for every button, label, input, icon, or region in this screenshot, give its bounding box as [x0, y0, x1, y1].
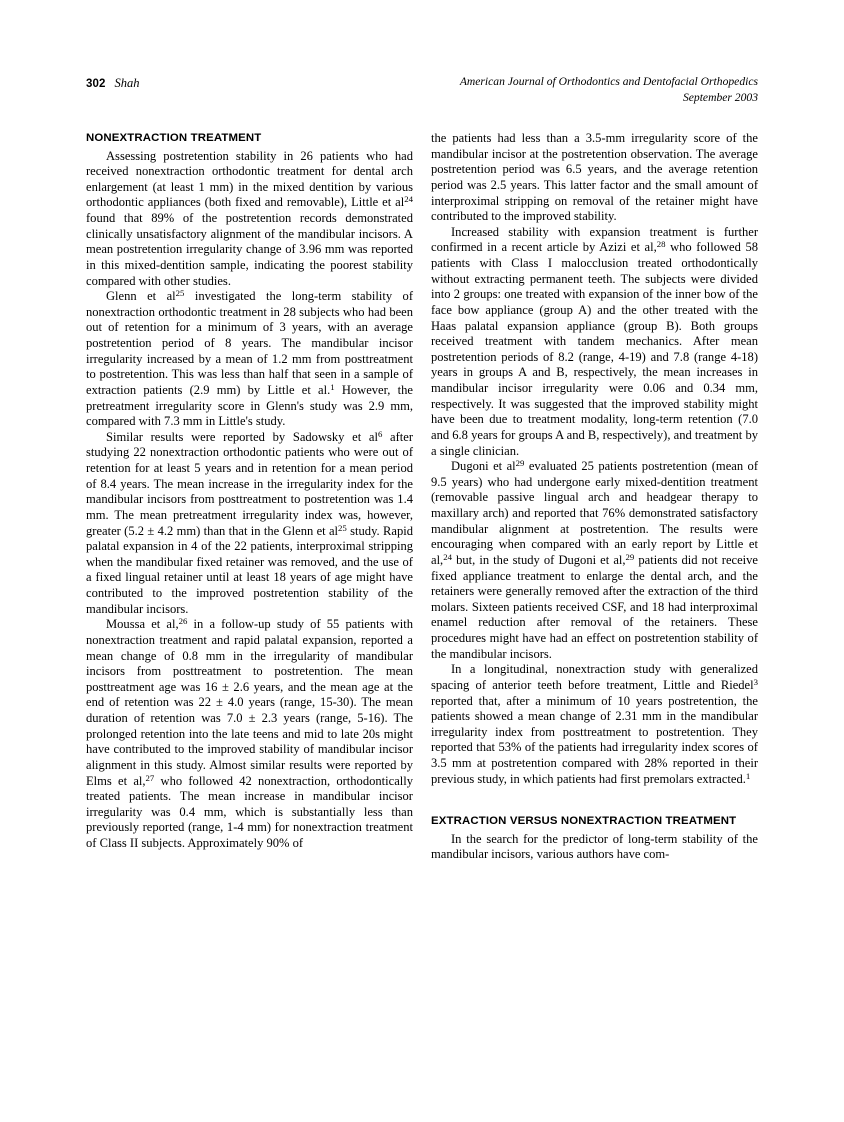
issue-date: September 2003: [682, 90, 758, 104]
article-body: [86, 131, 758, 1046]
section-heading-extraction-versus-nonextraction-treatment: EXTRACTION VERSUS NONEXTRACTION TREATMENT: [431, 815, 737, 828]
paragraph: Assessing postretention stability in 26 patients who had received nonextraction orthodontic treatment for dental arch enlargement (at least 1 mm) in the mixed dentition by various orthodontic appliances (both fixed and removable), Little et $al^{24}$ found that 89% of the postretention records demonstrated clinically unsatisfactory alignment of the mandibular incisors. A mean postretention irregularity change of 3.96 mm was reported in this mixed-dentition sample, indicating the poorest stability compared with other studies.: [86, 148, 413, 288]
paragraph: Moussa et al,$^{26}$ in a follow-up study of 55 patients with nonextraction treatment and rapid palatal expansion, reported a mean change of 0.8 mm in the irregularity of mandibular incisors from posttreatment to postretention. The mean posttreatment age was 16 ± 2.6 years, and the mean age at the end of retention was 22 ± 4.0 years (range, 15-30). The mean duration of retention was 7.0 ± 2.3 years (range, 5-16). The prolonged retention into the late teens and mid to late 20s might have contributed to the improved stability of mandibular incisor alignment in this study. Almost similar results were reported by Elms et al,$^{27}$ who followed 42 nonextraction, orthodontically treated patients. The mean increase in mandibular incisor irregularity was 0.4 mm, which is substantially less than previously reported (range, 1-4 mm) for nonextraction treatment of Class II subjects. Approximately 90% of: [86, 616, 414, 851]
running-head-right: [460, 74, 758, 105]
paragraph: In a longitudinal, nonextraction study with generalized spacing of anterior teeth before treatment, Little and Riedel$^3$ reported that, after a minimum of 10 years postretention, the patients showed a mean change of 2.31 mm in the mandibular irregularity index from posttreatment to postretention. They reported that 53% of the patients had irregularity index scores of 3.5 mm at postretention compared with 28% reported in their previous study, in which patients had first premolars extracted.$^1$: [431, 662, 758, 786]
paragraph: Dugoni et $al^{29}$ evaluated 25 patients postretention (mean of 9.5 years) who had undergone early mixed-dentition treatment (removable passive lingual arch and headgear therapy to maxillary arch) and reported that 76% demonstrated satisfactory mandibular alignment at postretention. The results were encouraging when compared with an early report by Little et al,$^{24}$ but, in the study of Dugoni et al,$^{29}$ patients did not receive fixed appliance treatment to enlarge the dental arch, and the retainers were generally removed after the extraction of the third molars. Sixteen patients received CSF, and 18 had interproximal enamel reduction after removal of the retainers. These procedures might have had an effect on postretention stability of the mandibular incisors.: [431, 458, 758, 661]
running-head-author: Shah: [114, 76, 140, 90]
page-folio-number: 302: [86, 78, 106, 90]
paragraph: Similar results were reported by Sadowsky et $al^6$ after studying 22 nonextraction orthodontic patients who were out of retention for at least 5 years and in retention for a mean period of 8.4 years. The mean increase in the irregularity index for the mandibular incisors from posttreatment to postretention was 1.4 mm. The mean pretreatment irregularity index was, however, greater (5.2 ± 4.2 mm) than that in the Glenn et $al^{25}$ study. Rapid palatal expansion in 4 of the 22 patients, interproximal stripping when the mandibular fixed retainer was removed, and the use of a fixed lingual retainer until at least 18 years of age might have contributed to the improved postretention stability of the mandibular incisors.: [86, 428, 413, 616]
running-head-left: [86, 74, 140, 92]
column-left: [86, 131, 413, 1046]
section-heading-nonextraction-treatment: NONEXTRACTION TREATMENT: [86, 132, 262, 144]
paragraph: Glenn et $al^{25}$ investigated the long-term stability of nonextraction orthodontic treatment in 28 subjects who had been out of retention for a minimum of 3 years, with an average postretention period of 8 years. The mandibular incisor irregularity increased by a mean of 1.2 mm from posttreatment to postretention. This was less than half that seen in a sample of extraction patients (2.9 mm) by Little et al.$^1$ However, the pretreatment irregularity score in Glenn's study was 2.9 mm, compared with 7.3 mm in Little's study.: [86, 288, 413, 429]
paragraph-continued: the patients had less than a 3.5-mm irregularity score of the mandibular incisor at the postretention observation. The average postretention period was 6.5 years, and the average retention period was 2.5 years. This latter factor and the small amount of interproximal stripping on removal of the retainer might have contributed to the improved stability.: [431, 131, 758, 224]
journal-title: American Journal of Orthodontics and Dentofacial Orthopedics: [459, 75, 758, 88]
running-head: [86, 74, 758, 114]
paragraph: In the search for the predictor of long-term stability of the mandibular incisors, various authors have com-: [431, 831, 758, 862]
paragraph: Increased stability with expansion treatment is further confirmed in a recent article by Azizi et al,$^{28}$ who followed 58 patients with Class I malocclusion treated orthodontically without extracting permanent teeth. The subjects were divided into 2 groups: one treated with expansion of the inner bow of the face bow appliance (group A) and the other treated with the Haas palatal expansion appliance (group B). Both groups received treatment with tandem mechanics. After mean postretention periods of 8.2 (range, 4-19) and 7.8 (range 4-18) years in groups A and B, respectively, the mean increases in mandibular incisor irregularity were 0.06 and 0.34 mm, respectively. It was suggested that the improved stability might have been due to treatment modality, long-term retention (7.0 and 6.8 years for groups A and B, respectively), and treatment by a single clinician.: [431, 224, 758, 458]
column-right: [431, 131, 758, 1046]
